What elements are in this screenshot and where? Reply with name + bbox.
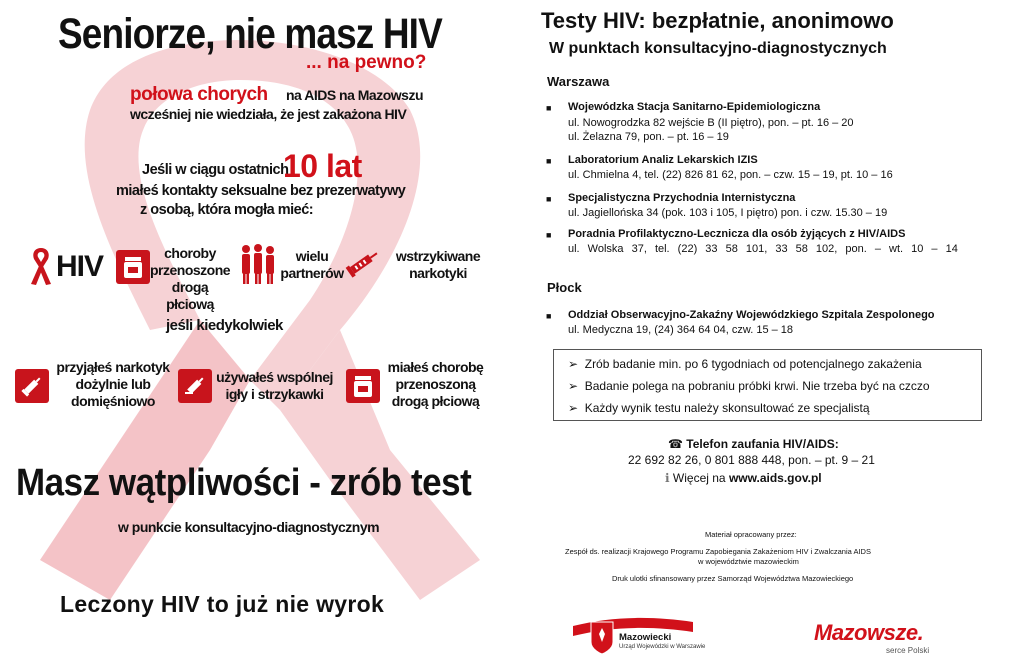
arrow-icon: ➢ bbox=[568, 401, 579, 415]
condition-line3: z osobą, która mogła mieć: bbox=[140, 202, 314, 218]
risk-drugs-line2: narkotyki bbox=[409, 265, 467, 281]
right-title: Testy HIV: bezpłatnie, anonimowo bbox=[541, 8, 894, 33]
condition-line1: Jeśli w ciągu ostatnich bbox=[142, 162, 289, 178]
bullet-icon: ■ bbox=[546, 194, 552, 204]
team-line1: Zespół ds. realizacji Krajowego Programu Zapobiegania Zakażeniom HIV i Zwalczania AIDS bbox=[565, 547, 871, 556]
call-to-action-sub: w punkcie konsultacyjno-diagnostycznym bbox=[118, 519, 380, 535]
tip-item: ➢ Każdy wynik testu należy skonsultować ze specjalistą bbox=[568, 401, 870, 415]
medicine-jar-icon bbox=[116, 250, 150, 284]
shared-needle-icon bbox=[178, 369, 212, 403]
institution-address: ul. Nowogrodzka 82 wejście B (II piętro), pon. – pt. 16 – 20 bbox=[568, 117, 854, 129]
institution-name: Oddział Obserwacyjno-Zakaźny Wojewódzkiego Szpitala Zespolonego bbox=[568, 309, 935, 321]
voivodeship-logo-title: Mazowiecki bbox=[619, 632, 672, 643]
prepared-by: Materiał opracowany przez: bbox=[705, 530, 797, 539]
action-shared-text bbox=[212, 369, 337, 403]
bullet-icon: ■ bbox=[546, 311, 552, 321]
risk-partners-line2: partnerów bbox=[280, 265, 344, 281]
risk-hiv-label: HIV bbox=[56, 250, 104, 283]
risk-drugs-text bbox=[383, 248, 493, 282]
risk-partners-text bbox=[272, 248, 352, 282]
bullet-icon: ■ bbox=[546, 103, 552, 113]
institution-address: ul. Jagiellońska 34 (pok. 103 i 105, I piętro) pon. i czw. 15.30 – 19 bbox=[568, 207, 888, 219]
medicine-bottle-icon bbox=[346, 369, 380, 403]
phone-icon: ☎ bbox=[668, 437, 683, 451]
years-highlight: 10 lat bbox=[283, 148, 362, 184]
institution-address: ul. Wolska 37, tel. (22) 33 58 101, 33 58 102, pon. – wt. 10 – 14 bbox=[568, 243, 958, 255]
risk-std-line2: przenoszone bbox=[150, 262, 231, 278]
arrow-icon: ➢ bbox=[568, 379, 579, 393]
tips-box bbox=[553, 349, 982, 421]
mazowsze-logo: Mazowsze. bbox=[814, 620, 924, 645]
syringe-icon bbox=[344, 246, 382, 280]
action-disease-line1: miałeś chorobę bbox=[387, 359, 484, 375]
institution-address: ul. Chmielna 4, tel. (22) 826 81 62, pon. – czw. 15 – 19, pt. 10 – 16 bbox=[568, 169, 893, 181]
risk-std-line1: choroby bbox=[164, 245, 216, 261]
arrow-icon: ➢ bbox=[568, 357, 579, 371]
action-disease-line2: przenoszoną bbox=[395, 376, 476, 392]
headline: Seniorze, nie masz HIV bbox=[58, 10, 442, 58]
institution-address: ul. Medyczna 19, (24) 364 64 04, czw. 15 – 18 bbox=[568, 324, 794, 336]
action-disease-line3: drogą płciową bbox=[391, 393, 480, 409]
treated-slogan: Leczony HIV to już nie wyrok bbox=[60, 591, 385, 617]
action-shared-line1: używałeś wspólnej bbox=[216, 369, 333, 385]
if-ever-label: jeśli kiedykolwiek bbox=[166, 317, 283, 334]
institution-name: Poradnia Profilaktyczno-Lecznicza dla osób żyjących z HIV/AIDS bbox=[568, 228, 906, 240]
institution-address: ul. Żelazna 79, pon. – pt. 16 – 19 bbox=[568, 131, 729, 143]
info-icon: ℹ bbox=[665, 471, 670, 485]
action-shared-line2: igły i strzykawki bbox=[225, 386, 324, 402]
institution-name: Laboratorium Analiz Lekarskich IZIS bbox=[568, 154, 758, 166]
team-line2: w województwie mazowieckim bbox=[698, 557, 799, 566]
hotline-numbers: 22 692 82 26, 0 801 888 448, pon. – pt. 9 – 21 bbox=[628, 453, 875, 467]
bullet-icon: ■ bbox=[546, 156, 552, 166]
action-inject-line1: przyjąłeś narkotyk bbox=[56, 359, 170, 375]
hotline-title: ☎ Telefon zaufania HIV/AIDS: bbox=[668, 437, 839, 451]
website-link[interactable]: www.aids.gov.pl bbox=[728, 471, 822, 485]
risk-partners-line1: wielu bbox=[295, 248, 329, 264]
tip-item: ➢ Zrób badanie min. po 6 tygodniach od potencjalnego zakażenia bbox=[568, 357, 922, 371]
institution-name: Wojewódzka Stacja Sanitarno-Epidemiologiczna bbox=[568, 101, 821, 113]
tip-item: ➢ Badanie polega na pobraniu próbki krwi. Nie trzeba być na czczo bbox=[568, 379, 930, 393]
action-inject-text bbox=[48, 359, 178, 410]
risk-drugs-line1: wstrzykiwane bbox=[395, 248, 481, 264]
half-patients-highlight: połowa chorych bbox=[130, 84, 268, 105]
risk-std-text bbox=[150, 245, 230, 313]
right-subtitle: W punktach konsultacyjno-diagnostycznych bbox=[549, 40, 887, 57]
action-inject-line2: dożylnie lub bbox=[75, 376, 151, 392]
condition-line2: miałeś kontakty seksualne bez prezerwatywy bbox=[116, 183, 406, 199]
injection-icon bbox=[15, 369, 49, 403]
more-info: ℹ Więcej na www.aids.gov.pl bbox=[665, 471, 822, 485]
mazowsze-logo-sub: serce Polski bbox=[886, 646, 930, 655]
half-patients-line2: wcześniej nie wiedziała, że jest zakażona HIV bbox=[130, 106, 407, 122]
ribbon-icon bbox=[28, 246, 54, 286]
institution-name: Specjalistyczna Przychodnia Internistyczna bbox=[568, 192, 796, 204]
half-patients-rest: na AIDS na Mazowszu bbox=[286, 87, 424, 103]
sub-headline: ... na pewno? bbox=[306, 52, 427, 73]
city-warsaw: Warszawa bbox=[547, 74, 610, 89]
voivodeship-logo-sub: Urząd Wojewódzki w Warszawie bbox=[619, 644, 706, 650]
city-plock: Płock bbox=[547, 280, 582, 295]
risk-std-line3: drogą płciową bbox=[166, 279, 214, 312]
funding-note: Druk ulotki sfinansowany przez Samorząd Województwa Mazowieckiego bbox=[612, 574, 854, 583]
call-to-action-headline: Masz wątpliwości - zrób test bbox=[16, 462, 472, 504]
action-inject-line3: domięśniowo bbox=[71, 393, 155, 409]
bullet-icon: ■ bbox=[546, 230, 552, 240]
action-disease-text bbox=[378, 359, 493, 410]
